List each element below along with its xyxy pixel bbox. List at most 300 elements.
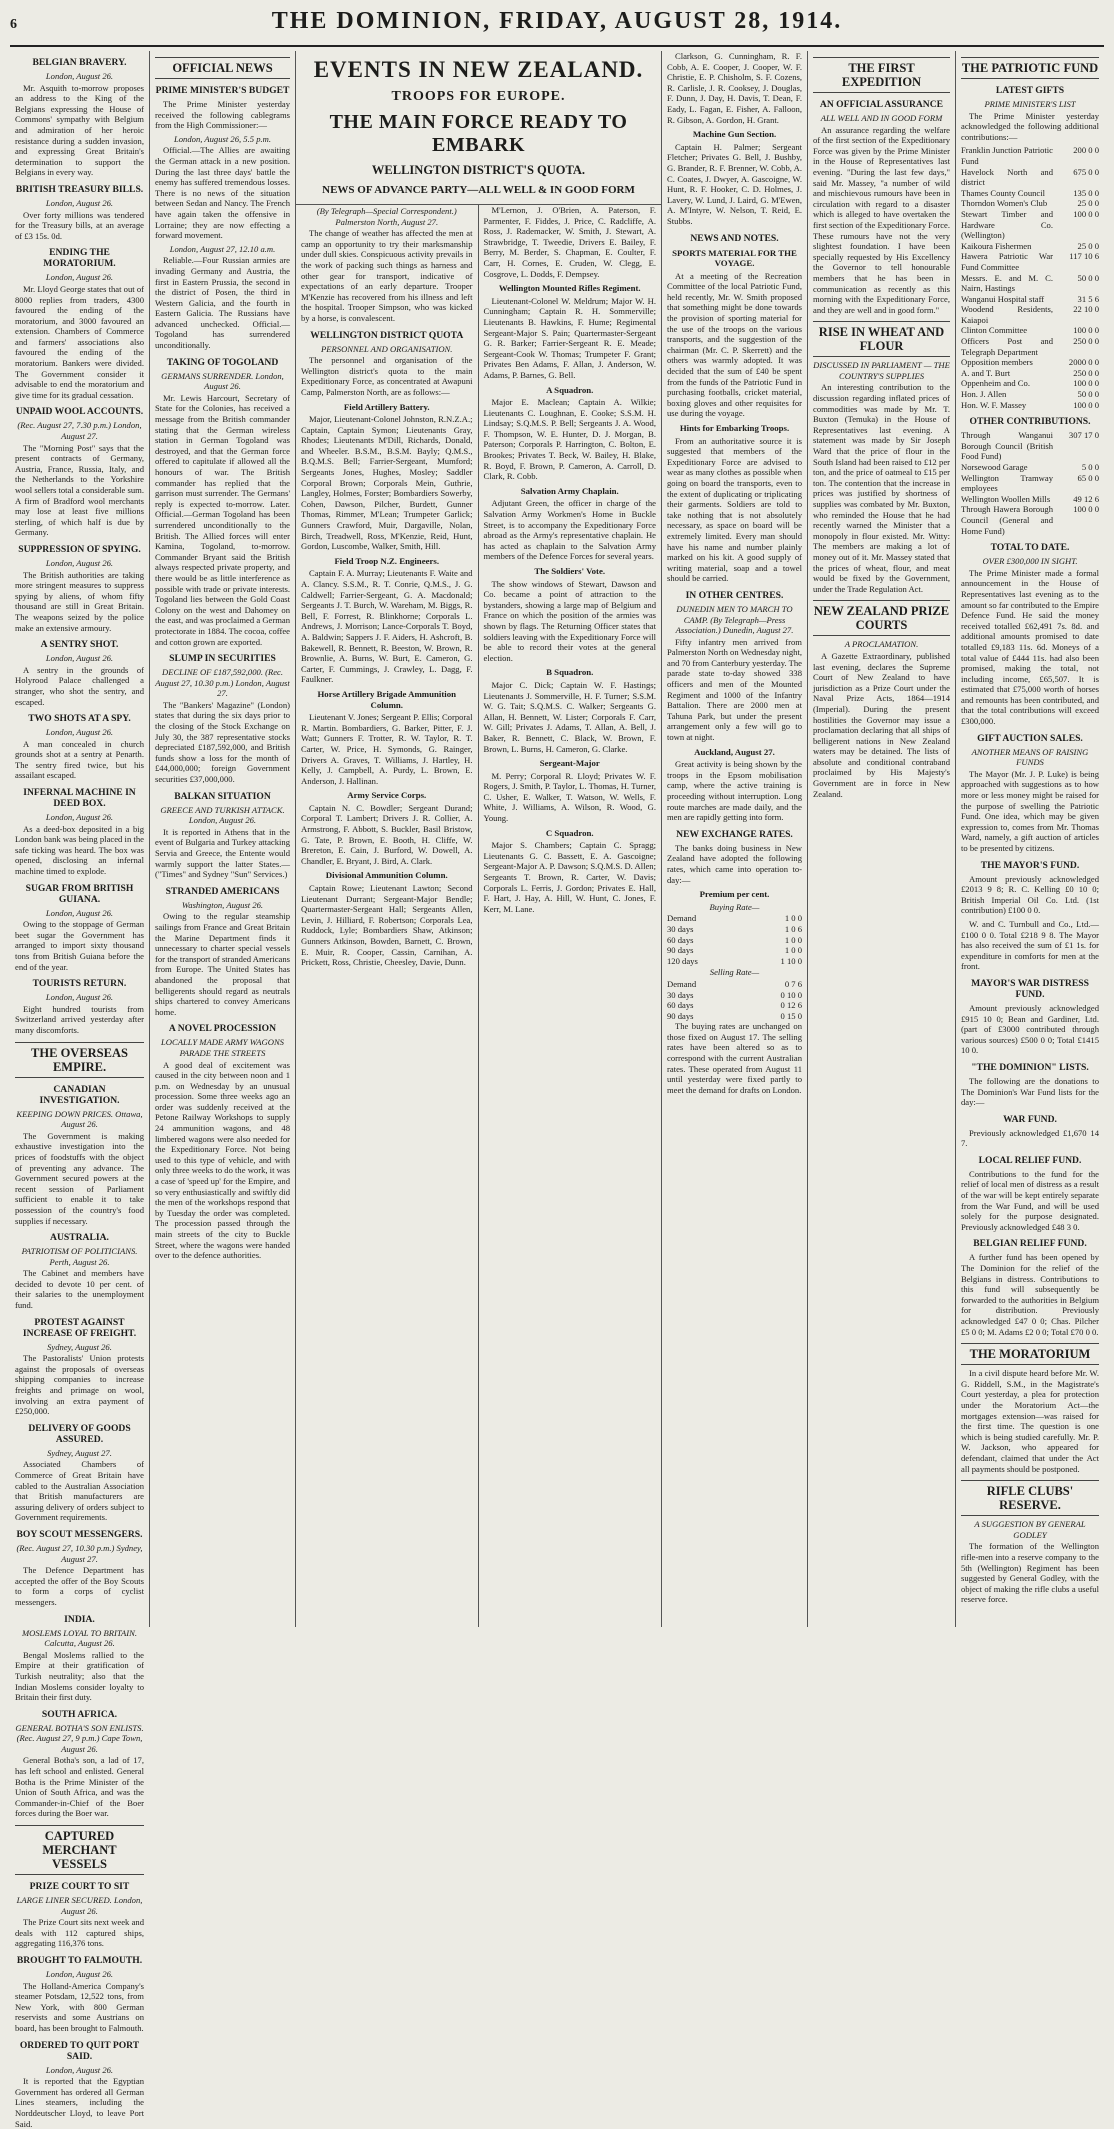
article-subhead: Wellington Mounted Rifles Regiment. xyxy=(498,283,641,294)
article-body: Associated Chambers of Commerce of Great Britain have cabled to the Australian Association that British manufacturers are assuring delivery of orders subject to Government requirements. xyxy=(15,1459,144,1523)
article-headline: NEWS AND NOTES. xyxy=(690,232,779,244)
article-headline: GIFT AUCTION SALES. xyxy=(977,732,1083,744)
contribution-list-label: Woodend Residents, Kaiapoi xyxy=(961,304,1053,325)
other-contributions-list-row xyxy=(961,504,1099,536)
contribution-list-label: Messrs. E. and M. C. Nairn, Hastings xyxy=(961,272,1053,294)
article-headline: OTHER CONTRIBUTIONS. xyxy=(969,416,1091,428)
buying-rates-table-amount: 1 0 0 xyxy=(784,945,802,956)
article xyxy=(484,828,657,915)
contribution-list-amount: 250 0 0 xyxy=(1073,367,1099,378)
article-headline: A NOVEL PROCESSION xyxy=(168,1023,277,1035)
article-subhead: Auckland, August 27. xyxy=(694,746,775,757)
article-body: The formation of the Wellington rifle-men into a reserve company to the 5th (Wellington) Regiment has been suggested by General Godley, with the object of making the rifle clubs a useful reserve force. xyxy=(961,1541,1099,1605)
article-body: Previously acknowledged £1,670 14 7. xyxy=(961,1127,1099,1149)
article-body: The Prime Minister yesterday acknowledged the following additional contributions:— xyxy=(961,110,1099,142)
article xyxy=(961,416,1099,536)
article-body: Lieutenant-Colonel W. Meldrum; Major W. H. Cunningham; Captain R. H. Sommerville; Lieutenants B. Hawkins, F. Hume; Regimental Sergeant-Major S. Pain; Quartermaster-Sergeant G. R. Barker; Farrier-Sergeant R. E. Meade; Sergeant-Cook W. Thomas; Trumpeter F. Grant; Privates Ben Adams, F. Allan, J. Anderson, W. Adams, P. Barnes, G. Bell. xyxy=(483,295,656,380)
contribution-list-label: Hawera Patriotic War Fund Committee xyxy=(961,251,1053,272)
article-subhead: Field Troop N.Z. Engineers. xyxy=(334,555,440,566)
buying-rates-table-row xyxy=(667,945,802,956)
article-subhead: Divisional Ammunition Column. xyxy=(325,870,448,881)
article-dateline: London, August 27, 12.10 a.m. xyxy=(169,243,276,254)
article xyxy=(961,1114,1099,1149)
article-subhead: Field Artillery Battery. xyxy=(343,401,430,412)
contribution-list-row xyxy=(961,336,1099,357)
article-dateline: Washington, August 26. xyxy=(181,899,264,910)
article-headline: OFFICIAL NEWS xyxy=(155,57,290,79)
article-dateline: (By Telegraph—Special Correspondent.) Palmerston North, August 27. xyxy=(316,206,457,227)
article-headline: LATEST GIFTS xyxy=(995,85,1065,96)
article-headline: PROTEST AGAINST INCREASE OF FREIGHT. xyxy=(22,1316,137,1339)
article xyxy=(155,244,290,351)
article-subhead: A Squadron. xyxy=(546,384,594,395)
column-3 xyxy=(296,205,479,1627)
contribution-list-row xyxy=(961,209,1099,241)
other-contributions-list-label: Norsewood Garage xyxy=(961,462,1028,472)
page-number: 6 xyxy=(10,17,17,32)
article xyxy=(484,205,657,279)
events-columns xyxy=(296,205,661,1627)
article-body: A further fund has been opened by The Dominion for the relief of the Belgians in distress. Contributions to this fund will subsequently be forwarded to the authorities in Belgium for distribution. Previously acknowledged £47 0 0; Chas. Pilcher £5 0 0; M. Adams £2 0 0; Total £70 0 0. xyxy=(961,1252,1099,1337)
contribution-list-label: Kaikoura Fishermen xyxy=(961,240,1032,251)
article-body: The show windows of Stewart, Dawson and Co. became a point of attraction to the bystanders, showing a large map of Belgium and France on which the position of the armies was shown by flags. The Returning Officer states that soldiers leaving with the Expeditionary Force will be able to record their votes at the general election. xyxy=(483,578,656,663)
article-subhead: The Soldiers' Vote. xyxy=(534,566,606,576)
article-body: Contributions to the fund for the relief of local men of distress as a result of the war will be kept entirely separate from the War Fund, and will be used solely for the purpose designated. Previously acknowledged £48 3 0. xyxy=(961,1168,1099,1232)
events-subtitle: TROOPS FOR EUROPE. xyxy=(391,89,566,104)
article-dateline: LOCALLY MADE ARMY WAGONS PARADE THE STREETS xyxy=(161,1037,284,1058)
article xyxy=(667,233,802,420)
other-contributions-list-row xyxy=(961,494,1099,505)
contribution-list-amount: 2000 0 0 xyxy=(1068,357,1099,368)
article xyxy=(155,85,290,131)
article xyxy=(961,1480,1099,1605)
article-subhead: Army Service Corps. xyxy=(347,790,427,801)
article xyxy=(15,883,144,973)
article xyxy=(155,886,290,1018)
column-7 xyxy=(956,51,1104,1627)
article xyxy=(301,790,473,866)
article-headline: BOY SCOUT MESSENGERS. xyxy=(16,1528,143,1540)
article-body: M. Perry; Corporal R. Lloyd; Privates W. F. Rogers, J. Smith, P. Taylor, L. Thomas, H. Turner, C. Usher, E. Walker, T. Watson, W. Wells, F. White, J. Williams, A. Wilson, R. Wood, G. Young. xyxy=(483,770,656,824)
article-body: Lieutenant V. Jones; Sergeant P. Ellis; Corporal R. Martin. Bombardiers, G. Barker, Pitter, F. J. Watt; Gunners F. Trotter, R. W. Taylor, R. T. Carter, W. Price, H. Symonds, G. Rainger, Drivers A. Graves, T. Williams, J. Hartley, H. Kelly, J. Campbell, A. Purdy, L. Brown, E. Anderson, J. Hallinan. xyxy=(301,712,473,786)
other-contributions-list-amount: 65 0 0 xyxy=(1077,472,1099,483)
contribution-list-row xyxy=(961,325,1099,336)
article xyxy=(15,1042,144,1078)
contribution-list-row xyxy=(961,378,1099,389)
article-body: The Defence Department has accepted the offer of the Boy Scouts to form a corps of cyclist messengers. xyxy=(15,1565,144,1607)
article-body: A Gazette Extraordinary, published last evening, declares the Supreme Court of New Zealand to have jurisdiction as a Prize Court under the Naval Prize Acts, 1864—1914 (Imperial). During the present hostilities the Governor may issue a proclamation declaring that all ships of belligerent nations in New Zealand waters may be detained. The lists of absolute and conditional contraband proclaimed by His Majesty's Government are in force in New Zealand. xyxy=(813,650,950,799)
contribution-list-amount: 200 0 0 xyxy=(1073,145,1099,156)
article-dateline: DECLINE OF £187,592,000. (Rec. August 27, 10.30 p.m.) London, August 27. xyxy=(155,667,290,699)
article-body: W. and C. Turnbull and Co., Ltd.—£100 0 0. Total £218 9 8. The Mayor has also received the sum of £1 1s. for expenditure in comforts for men at the front. xyxy=(961,918,1099,972)
article-body: The Cabinet and members have decided to devote 10 per cent. of their salaries to the unemployment fund. xyxy=(15,1268,144,1311)
selling-rates-table-amount: 0 10 0 xyxy=(780,989,802,1000)
article-body: The Holland-America Company's steamer Potsdam, 12,522 tons, from New York, with 800 German reservists and some Austrians on board, has been brought to Falmouth. xyxy=(15,1980,144,2033)
article-body: General Botha's son, a lad of 17, has left school and enlisted. General Botha is the Prime Minister of the Union of South Africa, and was the Commander-in-Chief of the Boer forces during the Boer war. xyxy=(15,1755,144,1819)
contribution-list-amount: 100 0 0 xyxy=(1073,325,1099,336)
article-body: Major E. Maclean; Captain A. Wilkie; Lieutenants C. Loughnan, E. Cooke; S.S.M. H. Lindsay; S.Q.M.S. P. Bell; Sergeants J. A. Wood, F. Thompson, W. E. Hunter, D. J. Morgan, B. Paterson; Corporals P. Harrington, C. Bolton, E. Brookes; Privates T. Beck, W. Bailey, H. Blake, R. Boyd, F. Brown, P. Cameron, A. Carroll, D. Clark, R. Cobb. xyxy=(483,397,656,482)
article-body: Owing to the stoppage of German beet sugar the Government has arranged to import sixty thousand tons from British Guiana before the end of the year. xyxy=(15,919,144,972)
article-body: A man concealed in church grounds shot at a sentry at Penarth. The sentry fired twice, but his assailant escaped. xyxy=(15,738,144,781)
article xyxy=(961,145,1099,410)
column-2 xyxy=(150,51,296,1627)
contribution-list-amount: 25 0 0 xyxy=(1077,198,1099,209)
article-headline: RIFLE CLUBS' RESERVE. xyxy=(961,1480,1099,1516)
contribution-list-row xyxy=(961,273,1099,294)
article-dateline: London, August 26. xyxy=(45,2064,114,2075)
article xyxy=(15,1955,144,2034)
contribution-list-amount: 50 0 0 xyxy=(1077,389,1099,400)
article-headline: TOURISTS RETURN. xyxy=(32,978,127,990)
article-dateline: London, August 26. xyxy=(45,557,114,568)
article-body: An interesting contribution to the discussion regarding inflated prices of commodities was made by Mr. T. Buxton (Temuka) in the House of Representatives last evening. A statement was made by Sir Joseph Ward that the price of flour in the South Island had been raised to £12 per ton, and the price of oatmeal to £15 per ton. The contention that the increase in prices was justified by shortness of supplies was combated by Mr. Buxton, who reminded the House that he had recently warned the Minister that a monopoly in flour existed. Mr. Witty: The members are making a lot of money out of it. Mr. Massey stated that the prices of wheat, flour, and meat would be fixed by the Government, under the Trade Regulation Act. xyxy=(813,382,950,594)
article-dateline: MOSLEMS LOYAL TO BRITAIN. Calcutta, August 26. xyxy=(22,1627,137,1649)
buying-rate-label: Buying Rate— xyxy=(709,901,760,912)
article-headline: TAKING OF TOGOLAND xyxy=(166,356,279,368)
article-headline: BALKAN SITUATION xyxy=(174,790,271,802)
events-header xyxy=(296,51,661,205)
article-headline: A SENTRY SHOT. xyxy=(40,639,119,651)
article-headline: PRIME MINISTER'S BUDGET xyxy=(155,85,290,96)
article xyxy=(484,566,657,663)
contribution-list-row xyxy=(961,389,1099,400)
article-dateline: GREECE AND TURKISH ATTACK. London, August 26. xyxy=(160,804,285,826)
buying-rates-table-label: 120 days xyxy=(667,955,698,966)
selling-rates-table-amount: 0 15 0 xyxy=(780,1010,802,1021)
article-body: Mr. Lloyd George states that out of 8000 replies from traders, 4300 favoured the ending of the moratorium, and 3000 favoured an extension. Chambers of Commerce and farmers' associations also favoured the ending of the moratorium. Bankers were divided. The Government consider it advisable to end the moratorium and give time for its gradual cessation. xyxy=(15,283,144,400)
article-headline: UNPAID WOOL ACCOUNTS. xyxy=(15,406,144,418)
article-dateline: Sydney, August 26. xyxy=(47,1341,112,1352)
article-body: The banks doing business in New Zealand have adopted the following rates, which came into operation to-day:— xyxy=(667,842,802,885)
article-body: Bengal Moslems rallied to the Empire at their gratification of Turkish neutrality; also that the Indian Moslems consider loyalty to Britain their first duty. xyxy=(15,1649,144,1703)
article-dateline: Sydney, August 27. xyxy=(47,1447,112,1458)
article-dateline: London, August 26. xyxy=(45,907,114,918)
contribution-list-row xyxy=(961,368,1099,379)
article xyxy=(961,860,1099,916)
contribution-list-amount: 50 0 0 xyxy=(1077,272,1099,283)
article-subhead: Salvation Army Chaplain. xyxy=(520,485,619,496)
article-headline: ORDERED TO QUIT PORT SAID. xyxy=(19,2039,140,2062)
article-dateline: London, August 26, 5.5 p.m. xyxy=(173,133,271,144)
article-dateline: (Rec. August 27, 10.30 p.m.) Sydney, August 27. xyxy=(16,1542,143,1564)
article-body: The Prime Minister made a formal announcement in the House of Representatives last evening as to the amount so far contributed to the Empire Defence Fund. He said the money received totalled £62,491 7s. 8d. and additional amounts promised to date totalled £9,183 11s. 6d. Moneys of a total value of £444 11s. had also been promised, making the total, not including income, £65,507. It is estimated that £75,000 worth of horses and remounts has been contributed, and that the total contributions will exceed £300,000. xyxy=(961,567,1099,727)
article-body: Major, Lieutenant-Colonel Johnston, R.N.Z.A.; Captain, Captain Symon; Lieutenants Gray, Rhodes; Lieutenants M'Dill, Richards, Donald, and Wheeler. B.S.M., B.S.M. Bayly; Q.M.S., B.Q.M.S. Bell; Farrier-Sergeant, Mumford; Sergeants Jones, Hughes, Mosley; Saddler Corporal Brown; Corporals Mein, Guthrie, Langley, Holmes, Forster; Bombardiers Sowerby, Cohen, Dawson, Pilcher, Burdett, Gunner Thomas, Rimmer, M'Lean; Trumpeter Garlick; Gunners Crawford, Muir, Dargaville, Nolan, Birch, Treadwell, Ross, M'Kenzie, Reid, Hunt, Gordon, Luscombe, Walker, Smith, Hill. xyxy=(301,414,473,552)
contribution-list-label: Officers Post and Telegraph Department xyxy=(961,336,1053,357)
contribution-list-amount: 25 0 0 xyxy=(1077,240,1099,251)
selling-rates-table-row xyxy=(667,1000,802,1011)
article-body: The "Bankers' Magazine" (London) states that during the six days prior to the closing of the Stock Exchange on July 30, the 387 representative stocks depreciated £187,592,000, and British funds show a loss for the month of £44,000,000; foreign Government securities £37,000,000. xyxy=(155,699,290,785)
other-contributions-list-label: Through Hawera Borough Council (General and Home Fund) xyxy=(961,504,1053,536)
article-dateline: KEEPING DOWN PRICES. Ottawa, August 26. xyxy=(16,1108,143,1130)
selling-rates-table xyxy=(667,979,802,1021)
article-body: Mr. Lewis Harcourt, Secretary of State for the Colonies, has received a message from the British commander stating that the German wireless station in German Togoland was destroyed, and that the German force offered to capitulate if allowed all the honours of war. The British commander has replied that the garrison must surrender. The Germans' reply is expected to-morrow. Later. Official.—German Togoland has been surrendered unconditionally to the British. The Allied forces will enter Kamina, Togoland, to-morrow. Commander Bryant said the British always respected private property, and there would be as little interference as possible with trade or private interests. Togoland lies between the Gold Coast Colony on the west and Dahomey on the east, and was proclaimed a German protectorate in 1884. The cocoa, coffee and cotton grown are exported. xyxy=(155,392,290,647)
contribution-list-amount: 250 0 0 xyxy=(1073,336,1099,347)
contribution-list-row xyxy=(961,188,1099,199)
other-contributions-list-amount: 49 12 6 xyxy=(1073,493,1099,504)
article-dateline: ANOTHER MEANS OF RAISING FUNDS xyxy=(971,746,1089,768)
other-contributions-list-label: Wellington Woollen Mills xyxy=(961,493,1051,504)
article-dateline: ALL WELL AND IN GOOD FORM xyxy=(820,113,943,123)
article-body: Amount previously acknowledged £2013 9 8; R. C. Kelling £0 10 0; British Imperial Oil Co. Ltd. (1st contribution) £100 0 0. xyxy=(961,873,1099,916)
article-headline: THE PATRIOTIC FUND xyxy=(961,57,1099,79)
article-headline: WAR FUND. xyxy=(1003,1113,1057,1125)
buying-rates-table-amount: 1 0 0 xyxy=(784,913,802,924)
selling-rates-table-row xyxy=(667,1011,802,1022)
other-contributions-list-row xyxy=(961,462,1099,473)
article-body: Major S. Chambers; Captain C. Spragg; Lieutenants G. C. Bassett, E. A. Gascoigne; Sergeant-Major A. P. Dawson; S.Q.M.S. D. Allen; Sergeants T. Brown, R. Carter, W. Davis; Corporals L. Ferris, J. Gordon; Privates E. Hall, F. Hart, J. Hay, A. Hill, W. Hunt, C. Jones, F. Kerr, M. Lane. xyxy=(483,840,656,914)
article xyxy=(155,791,290,880)
article-dateline: London, August 26. xyxy=(45,197,114,208)
article-dateline: London, August 26. xyxy=(45,1969,114,1979)
article xyxy=(961,1238,1099,1337)
column-4 xyxy=(479,205,662,1627)
article-body: Amount previously acknowledged £915 10 0; Bean and Gardiner, Ltd. (part of £3000 contributed through various sources) £500 0 0; Total £1415 10 0. xyxy=(961,1002,1099,1056)
article-headline: THE OVERSEAS EMPIRE. xyxy=(15,1042,144,1078)
article-body: The British authorities are taking more stringent measures to suppress spying by aliens, of whom fifty thousand are still in Great Britain. The weapons seized by the police make an extensive armoury. xyxy=(15,569,144,633)
buying-rates-table-label: 90 days xyxy=(667,945,694,956)
selling-rates-table-row xyxy=(667,990,802,1001)
article xyxy=(667,829,802,885)
article-headline: BELGIAN BRAVERY. xyxy=(32,57,127,68)
article xyxy=(15,1529,144,1608)
contribution-list-label: Wanganui Hospital staff xyxy=(961,293,1045,304)
article-body: From an authoritative source it is suggested that members of the Expeditionary Force are advised to wear as many clothes as possible when going on board the transports, even to the extent of duplicating or triplicating their garments. Soldiers are told to take nothing that is not absolutely necessary, as space on board will be extremely limited. Every man should have his name and number plainly marked on his kit. A good supply of writing material, soap and a towel should be carried. xyxy=(667,435,802,584)
contribution-list-row xyxy=(961,241,1099,252)
article-body: At a meeting of the Recreation Committee of the local Patriotic Fund, held recently, Mr. W. Smith proposed that something might be done towards the provision of sporting material for the use of the troops on the various transports, and the suggestion of the chairman (Mr. C. P. Skerrett) and the others was warmly adopted. It was decided that the sum of £40 be spent from the funds of the Patriotic Fund in purchasing footballs, cricket material, boxing gloves and other requisites for use during the voyage. xyxy=(667,270,802,419)
other-contributions-list-label: Wellington Tramway employees xyxy=(961,472,1053,494)
article-body: Fifty infantry men arrived from Palmerston North on Wednesday night, and 70 from Canterbury yesterday. The parade state to-day showed 338 officers and men of the Mounted Regiment and 1000 of the Infantry Battalion. There are 2000 men at Tahuna Park, but under the present arrangement only a few will go to town at night. xyxy=(667,636,802,743)
contribution-list-row xyxy=(961,357,1099,368)
article-body: Major C. Dick; Captain W. F. Hastings; Lieutenants J. Sommerville, H. F. Turner; S.S.M. W. G. Tait; S.Q.M.S. C. Walker; Sergeants G. Allan, H. Bennett, W. Lister; Corporals F. Carr, W. Gill; Privates J. Adams, T. Allan, A. Bell, J. Baker, R. Bennett, C. Black, W. Brown, F. Brown, L. Burns, H. Cameron, G. Clarke. xyxy=(483,679,656,754)
article-dateline: GENERAL BOTHA'S SON ENLISTS. (Rec. August 27, 9 p.m.) Cape Town, August 26. xyxy=(15,1722,144,1754)
contribution-list xyxy=(961,145,1099,410)
article-headline: AUSTRALIA. xyxy=(50,1232,109,1244)
article-headline: PRIZE COURT TO SIT xyxy=(29,1881,130,1893)
contribution-list-amount: 22 10 0 xyxy=(1073,304,1099,315)
rates-header: Premium per cent. xyxy=(699,889,770,900)
column-1 xyxy=(10,51,150,2129)
buying-rates-table-amount: 1 10 0 xyxy=(780,955,802,966)
contribution-list-amount: 100 0 0 xyxy=(1073,399,1099,410)
contribution-list-label: Thorndon Women's Club xyxy=(961,198,1048,209)
article-headline: STRANDED AMERICANS xyxy=(165,885,280,897)
article xyxy=(813,321,950,594)
article xyxy=(484,667,657,754)
article-subhead: B Squadron. xyxy=(546,667,594,678)
contribution-list-label: Opposition members xyxy=(961,357,1033,368)
article-headline: "THE DOMINION" LISTS. xyxy=(971,1061,1089,1073)
article xyxy=(667,889,802,1095)
contribution-list-label: Clinton Committee xyxy=(961,325,1028,336)
article xyxy=(155,357,290,647)
contribution-list-row xyxy=(961,167,1099,188)
contribution-list-amount: 675 0 0 xyxy=(1073,166,1099,177)
article xyxy=(15,1709,144,1819)
article-headline: THE MORATORIUM xyxy=(961,1343,1099,1365)
article-body: A sentry in the grounds of Holyrood Palace challenged a stranger, who shot the sentry, and escaped. xyxy=(15,664,144,707)
buying-rates-table-amount: 1 0 6 xyxy=(784,923,802,934)
article xyxy=(15,1423,144,1523)
article-body: The Prime Minister yesterday received the following cablegrams from the High Commissioner:— xyxy=(155,99,290,131)
selling-rates-table-amount: 0 12 6 xyxy=(780,1000,802,1011)
article-body: The Mayor (Mr. J. P. Luke) is being approached with suggestions as to how more or less money might be raised for the purpose of swelling the Patriotic Fund. One idea, which may be given expression to, comes from Mr. Thomas Ward, namely, a gift auction of articles to be presented by citizens. xyxy=(961,768,1099,853)
buying-rates-table-row xyxy=(667,924,802,935)
contribution-list-row xyxy=(961,198,1099,209)
article xyxy=(484,283,657,380)
article-body: Over forty millions was tendered for the Treasury bills, at an average of £3 15s. 0d. xyxy=(15,209,144,241)
buying-rates-table-amount: 1 0 0 xyxy=(784,934,802,945)
article-headline: BRITISH TREASURY BILLS. xyxy=(15,183,144,195)
article-headline: ENDING THE MORATORIUM. xyxy=(43,247,116,270)
article xyxy=(15,1881,144,1949)
other-contributions-list xyxy=(961,430,1099,536)
selling-rates-table-label: Demand xyxy=(667,978,697,989)
article-subhead: Horse Artillery Brigade Ammunition Column. xyxy=(317,688,457,710)
contribution-list-label: Hon. W. F. Massey xyxy=(961,399,1027,410)
other-contributions-list-row xyxy=(961,473,1099,494)
article-headline: LOCAL RELIEF FUND. xyxy=(978,1154,1082,1166)
contribution-list-row xyxy=(961,304,1099,325)
article xyxy=(484,486,657,562)
article xyxy=(667,747,802,823)
article-dateline: A SUGGESTION BY GENERAL GODLEY xyxy=(974,1519,1086,1540)
article xyxy=(484,385,657,482)
article xyxy=(961,57,1099,79)
article xyxy=(155,1023,290,1260)
contribution-list-label: Havelock North and district xyxy=(961,166,1053,188)
contribution-list-row xyxy=(961,145,1099,166)
article xyxy=(961,733,1099,854)
selling-rates-table-label: 90 days xyxy=(667,1010,694,1021)
article xyxy=(813,600,950,799)
article-body: Reliable.—Four Russian armies are invading Germany and Austria, the first in Eastern Prussia, the second in the district of Posen, the third in Western Galicia, and the fourth in Eastern Galicia. The Russians have advanced unchecked. Official.—Togoland has surrendered unconditionally. xyxy=(155,255,290,351)
article xyxy=(15,978,144,1035)
article xyxy=(961,1155,1099,1233)
contribution-list-label: Stewart Timber and Hardware Co. (Wellington) xyxy=(961,208,1053,241)
article-headline: DELIVERY OF GOODS ASSURED. xyxy=(28,1422,131,1445)
contribution-list-row xyxy=(961,400,1099,411)
article-dateline: PERSONNEL AND ORGANISATION. xyxy=(321,343,453,354)
article xyxy=(667,51,802,125)
article xyxy=(301,689,473,786)
selling-rates-table-amount: 0 7 6 xyxy=(784,978,802,989)
article-headline: RISE IN WHEAT AND FLOUR xyxy=(813,321,950,357)
selling-rates-table-label: 30 days xyxy=(667,989,694,1000)
article xyxy=(301,330,473,398)
article-headline: TWO SHOTS AT A SPY. xyxy=(28,713,131,725)
article-dateline: DUNEDIN MEN TO MARCH TO CAMP. (By Telegraph—Press Association.) Dunedin, August 27. xyxy=(675,603,794,636)
article xyxy=(961,919,1099,972)
article xyxy=(301,206,473,324)
contribution-list-amount: 31 5 6 xyxy=(1077,293,1099,304)
buying-rates-table-row xyxy=(667,913,802,924)
events-headline: THE MAIN FORCE READY TO EMBARK xyxy=(329,111,628,156)
article-subhead: Machine Gun Section. xyxy=(692,129,777,140)
article xyxy=(484,758,657,824)
article-headline: BELGIAN RELIEF FUND. xyxy=(973,1238,1087,1250)
article xyxy=(15,787,144,877)
article-body: A good deal of excitement was caused in the city between noon and 1 p.m. on Wednesday by an unusual procession. Some three weeks ago an order was suddenly received at the Petone Railway Workshops to supply 24 ammunition wagons, and 48 limbered wagons were also needed for the Expeditionary Force. Not being used to this type of vehicle, and with only three weeks to do the work, it was a case of 'speed up' for the Empire, and so very enthusiastically and swiftly did the men of the workshops respond that by Tuesday the order was completed. The procession passed through the main streets of the city to Buckle Street, where the wagons were handed over to the defence authorities. xyxy=(155,1059,290,1261)
other-contributions-list-label: Through Wanganui Borough Council (British Food Fund) xyxy=(961,430,1053,462)
other-contributions-list-amount: 5 0 0 xyxy=(1081,462,1099,472)
article xyxy=(15,1317,144,1417)
contribution-list-label: Thames County Council xyxy=(961,187,1046,198)
article-headline: SUPPRESSION OF SPYING. xyxy=(18,543,141,555)
contribution-list-amount: 135 0 0 xyxy=(1073,187,1099,198)
article-body: Captain H. Palmer; Sergeant Fletcher; Privates G. Bell, J. Bushby, G. Brander, R. F. Brenner, W. Cobb, A. C. Coates, J. Dwyer, A. Gascoigne, W. Hunt, R. F. Hooker, C. D. Holmes, J. Lavery, W. Lund, J. Laird, G. M'Ewen, A. M'Intyre, W. Nelson, T. Reid, E. Stubbs. xyxy=(667,141,802,226)
article-headline: TOTAL TO DATE. xyxy=(990,542,1070,554)
article-body: Owing to the regular steamship sailings from France and Great Britain the Marine Department finds it unnecessary to charter special vessels for the transport of stranded Americans from Europe. The United States has abandoned the proposal that belligerents should regard as neutrals ships chartered to convey Americans home. xyxy=(155,911,290,1017)
article-subhead: Hints for Embarking Troops. xyxy=(679,423,790,433)
buying-rates-table-row xyxy=(667,935,802,946)
events-title: EVENTS IN NEW ZEALAND. xyxy=(313,57,644,82)
selling-rates-table-row xyxy=(667,979,802,990)
article xyxy=(15,639,144,707)
article-body: Adjutant Green, the officer in charge of the Salvation Army Workmen's Home in Buckle Street, is to accompany the Expeditionary Force abroad as the Army's representative chaplain. He has acted as chaplain to the Salvation Army members of the Defence Forces for several years. xyxy=(483,498,656,562)
contribution-list-row xyxy=(961,294,1099,305)
article-headline: SUGAR FROM BRITISH GUIANA. xyxy=(25,882,134,905)
article-headline: INFERNAL MACHINE IN DEED BOX. xyxy=(23,787,136,810)
article-body: Eight hundred tourists from Switzerland arrived yesterday after many discomforts. xyxy=(15,1003,144,1035)
article-body: Clarkson, G. Cunningham, R. F. Cobb, A. E. Cooper, J. Cooper, W. F. Christie, E. P. Chisholm, S. F. Cozens, R. Carlisle, J. R. Cooksey, J. Douglas, F. Dunn, J. Day, H. Davis, T. Dean, F. Eady, L. Fagan, E. Fisher, A. Falloon, R. Gibson, A. Gordon, H. Grant. xyxy=(667,51,802,125)
article-subhead: SPORTS MATERIAL FOR THE VOYAGE. xyxy=(672,247,797,269)
article-dateline: LARGE LINER SECURED. London, August 26. xyxy=(16,1895,143,1916)
article-body: The change of weather has affected the men at camp an opportunity to try their marksmanship under dull skies. Conspicuous activity prevails in the work of packing such things as harness and other gear for transport, indicative of expectations of an early departure. Trooper M'Kenzie has recovered from his illness and left the hospital. Trooper Simpson, who was kicked by a horse, is convalescent. xyxy=(301,228,473,323)
article xyxy=(15,247,144,400)
selling-rate-label: Selling Rate— xyxy=(709,967,760,978)
article xyxy=(813,57,950,93)
article xyxy=(301,402,473,552)
article xyxy=(15,713,144,781)
article-dateline: OVER £300,000 IN SIGHT. xyxy=(982,556,1078,567)
article-headline: IN OTHER CENTRES. xyxy=(685,589,784,601)
article xyxy=(15,544,144,633)
article xyxy=(155,134,290,241)
article xyxy=(15,2040,144,2129)
events-subhead: WELLINGTON DISTRICT'S QUOTA. xyxy=(371,163,586,177)
article-headline: NEW EXCHANGE RATES. xyxy=(676,828,793,840)
article-dateline: GERMANS SURRENDER. London, August 26. xyxy=(161,370,284,392)
contribution-list-label: Oppenheim and Co. xyxy=(961,378,1030,389)
article-body: It is reported that the Egyptian Government has ordered all German Lines steamers, including the Norddeutscher Lloyd, to leave Port Said. xyxy=(15,2076,144,2129)
article xyxy=(961,1062,1099,1108)
article-dateline: London, August 26. xyxy=(45,71,114,81)
columns xyxy=(10,51,1104,2129)
article-dateline: London, August 26. xyxy=(45,812,114,823)
article-dateline: DISCUSSED IN PARLIAMENT — THE COUNTRY'S SUPPLIES xyxy=(813,360,950,381)
article xyxy=(667,129,802,226)
article-body: The personnel and organisation of the Wellington district's quota to the main Expeditionary Force, as concentrated at Awapuni Camp, Palmerston North, are as follows:— xyxy=(301,355,473,397)
article-headline: NEW ZEALAND PRIZE COURTS xyxy=(813,600,950,636)
article-body: M'Lernon, J. O'Brien, A. Paterson, F. Parmenter, F. Fiddes, J. Price, C. Radcliffe, A. Ross, J. Rademacker, W. Smith, J. Stewart, A. Strawbridge, T. Tweedie, Drivers E. Bailey, F. Berry, M. Berder, S. Chapman, E. Coulter, F. Carr, H. Cornes, E. Cruden, W. Clegg, E. Cosgrove, L. Dodds, F. Dempsey. xyxy=(483,205,656,279)
contribution-list-label: Hon. J. Allen xyxy=(961,389,1007,400)
masthead xyxy=(10,8,1104,47)
article-body: Great activity is being shown by the troops in the Epsom mobilisation camp, where the active training is proceeding without interruption. Long route marches are made daily, and the men are rapidly getting into form. xyxy=(667,759,802,823)
article xyxy=(301,870,473,967)
article xyxy=(813,99,950,315)
article xyxy=(15,57,144,178)
selling-rates-table-label: 60 days xyxy=(667,1000,694,1011)
article-headline: MAYOR'S WAR DISTRESS FUND. xyxy=(971,977,1089,1000)
article-dateline: London, August 26. xyxy=(45,653,114,664)
buying-rates-table-row xyxy=(667,956,802,967)
article-dateline: London, August 26. xyxy=(45,992,114,1003)
contribution-list-label: Franklin Junction Patriotic Fund xyxy=(961,145,1053,166)
article xyxy=(155,653,290,785)
article xyxy=(15,1614,144,1703)
article xyxy=(667,423,802,584)
events-deck: NEWS OF ADVANCE PARTY—ALL WELL & IN GOOD FORM xyxy=(322,184,635,196)
